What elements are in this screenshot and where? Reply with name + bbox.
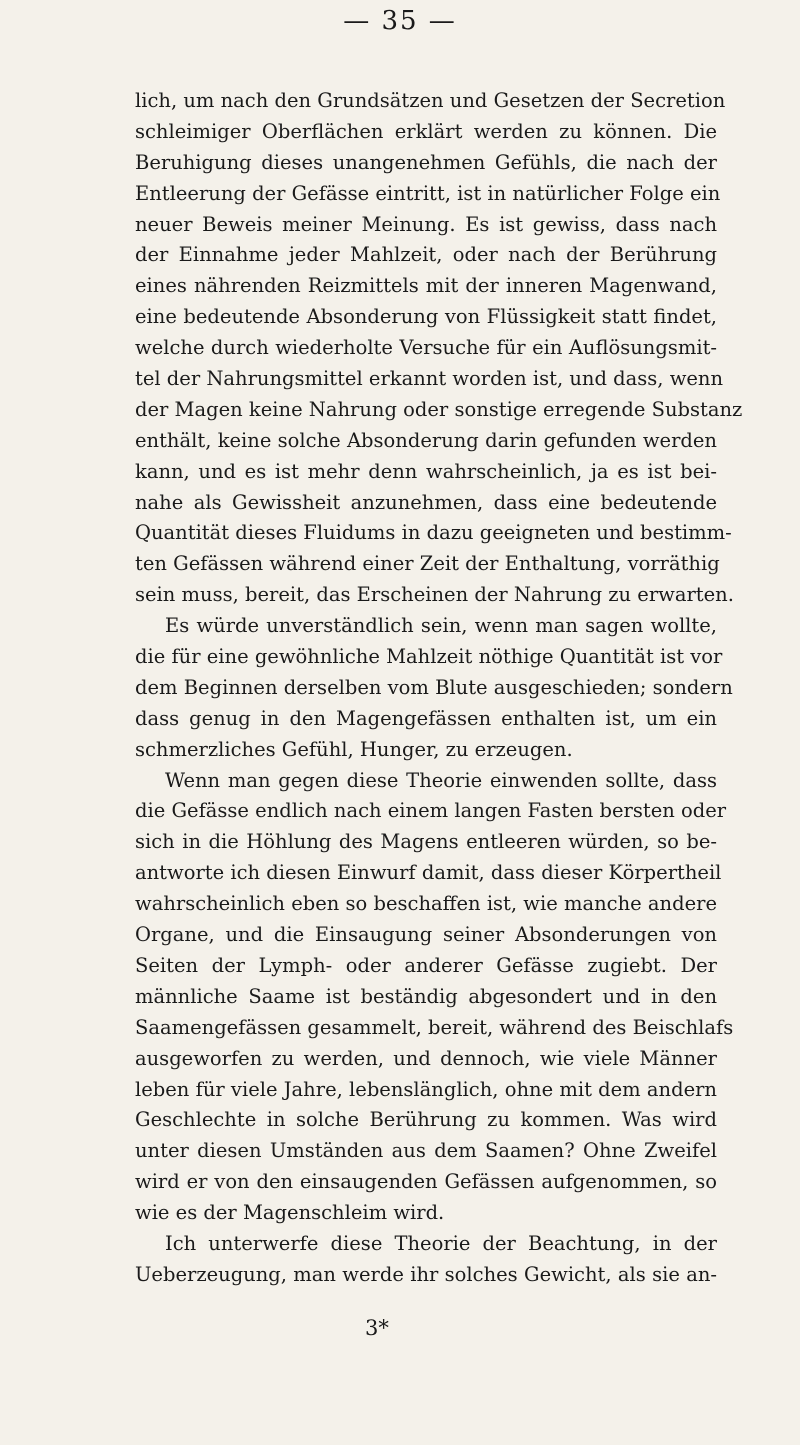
text-line: Entleerung der Gefässe eintritt, ist in natürlicher Folge ein — [135, 181, 721, 205]
text-line: enthält, keine solche Absonderung darin gefunden werden — [135, 428, 717, 452]
page-number: — 35 — — [343, 6, 457, 36]
text-line: dass genug in den Magengefässen enthalten ist, um ein — [135, 706, 717, 730]
text-line: Seiten der Lymph- oder anderer Gefässe zugiebt. Der — [135, 953, 717, 977]
body-text — [135, 86, 743, 1291]
text-line: schleimiger Oberflächen erklärt werden zu können. Die — [135, 119, 717, 143]
text-line: eine bedeutende Absonderung von Flüssigkeit statt findet, — [135, 305, 717, 329]
text-line: Ueberzeugung, man werde ihr solches Gewicht, als sie an- — [135, 1262, 717, 1286]
text-line: wahrscheinlich eben so beschaffen ist, wie manche andere — [135, 892, 717, 916]
text-line: neuer Beweis meiner Meinung. Es ist gewiss, dass nach — [135, 212, 717, 236]
text-line: ausgeworfen zu werden, und dennoch, wie viele Männer — [135, 1046, 717, 1070]
text-line: antworte ich diesen Einwurf damit, dass dieser Körpertheil — [135, 861, 722, 885]
text-line: dem Beginnen derselben vom Blute ausgeschieden; sondern — [135, 675, 733, 699]
text-line: Wenn man gegen diese Theorie einwenden sollte, dass — [165, 768, 717, 792]
text-line: unter diesen Umständen aus dem Saamen? Ohne Zweifel — [135, 1139, 717, 1163]
text-line: Organe, und die Einsaugung seiner Absonderungen von — [135, 923, 717, 947]
text-line: männliche Saame ist beständig abgesondert und in den — [135, 984, 717, 1008]
text-line: Geschlechte in solche Berührung zu kommen. Was wird — [135, 1108, 717, 1132]
text-line: sich in die Höhlung des Magens entleeren würden, so be- — [135, 830, 717, 854]
text-line: schmerzliches Gefühl, Hunger, zu erzeugen. — [135, 737, 573, 761]
text-line: Beruhigung dieses unangenehmen Gefühls, die nach der — [135, 150, 717, 174]
signature-mark: 3* — [365, 1316, 389, 1340]
text-line: Ich unterwerfe diese Theorie der Beachtung, in der — [165, 1231, 717, 1255]
text-line: nahe als Gewissheit anzunehmen, dass eine bedeutende — [135, 490, 717, 514]
text-line: welche durch wiederholte Versuche für ein Auflösungsmit- — [135, 336, 717, 360]
text-line: ten Gefässen während einer Zeit der Enthaltung, vorräthig — [135, 552, 720, 576]
text-line: eines nährenden Reizmittels mit der inneren Magenwand, — [135, 274, 717, 298]
text-line: der Magen keine Nahrung oder sonstige erregende Substanz — [135, 397, 743, 421]
text-line: die Gefässe endlich nach einem langen Fasten bersten oder — [135, 799, 727, 823]
text-line: Quantität dieses Fluidums in dazu geeigneten und bestimm- — [135, 521, 732, 545]
text-line: lich, um nach den Grundsätzen und Gesetzen der Secretion — [135, 89, 726, 112]
text-line: wird er von den einsaugenden Gefässen aufgenommen, so — [135, 1170, 717, 1194]
text-line: die für eine gewöhnliche Mahlzeit nöthige Quantität ist vor — [135, 645, 723, 669]
text-line: sein muss, bereit, das Erscheinen der Nahrung zu erwarten. — [135, 583, 734, 607]
text-line: kann, und es ist mehr denn wahrscheinlich, ja es ist bei- — [135, 459, 717, 483]
text-line: leben für viele Jahre, lebenslänglich, ohne mit dem andern — [135, 1077, 717, 1101]
text-line: Saamengefässen gesammelt, bereit, während des Beischlafs — [135, 1015, 734, 1039]
text-line: tel der Nahrungsmittel erkannt worden ist, und dass, wenn — [135, 367, 724, 391]
text-line: der Einnahme jeder Mahlzeit, oder nach der Berührung — [135, 243, 717, 267]
text-line: Es würde unverständlich sein, wenn man sagen wollte, — [165, 614, 717, 638]
text-line: wie es der Magenschleim wird. — [135, 1201, 445, 1225]
